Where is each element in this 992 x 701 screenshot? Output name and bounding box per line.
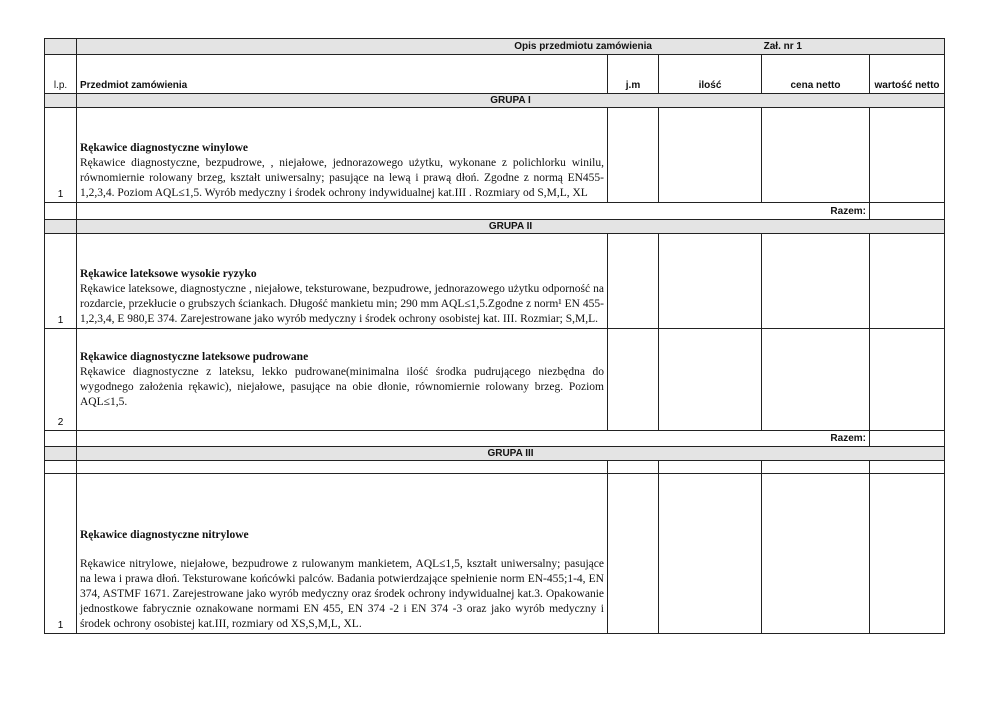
- title-row: [45, 39, 945, 55]
- column-header-row: [45, 55, 945, 94]
- item-title: Rękawice lateksowe wysokie ryzyko: [80, 268, 257, 280]
- net-price-cell[interactable]: [762, 474, 870, 634]
- item-cell: [77, 474, 608, 634]
- title-lp-cell: [45, 39, 77, 55]
- qty-cell[interactable]: [659, 108, 762, 203]
- net-price-cell[interactable]: [762, 329, 870, 431]
- col-header-net-value: wartość netto: [870, 55, 945, 94]
- group-header-row: [45, 94, 945, 108]
- spacer-row: [45, 461, 945, 474]
- unit-cell[interactable]: [608, 474, 659, 634]
- item-title: Rękawice diagnostyczne lateksowe pudrowane: [80, 351, 309, 363]
- title-cell: [77, 39, 945, 55]
- group-label: GRUPA II: [77, 220, 945, 234]
- item-description: Rękawice lateksowe, diagnostyczne , niejałowe, teksturowane, bezpudrowe, jednorazowego użytku odporność na rozdarcie, przekłucie o grubszych ściankach. Długość mankietu min; 290 mm AQL≤1,5.Zgodne z norm¹ EN 455-1,2,3,4, E 980,E 374. Zarejestrowane jako wyrób medyczny i środek ochrony osobistej kat. III. Rozmiar; S,M,L.: [80, 283, 604, 325]
- item-description: Rękawice diagnostyczne, bezpudrowe, , niejałowe, jednorazowego użytku, wykonane z polichlorku winilu, równomiernie rolowany brzeg, kształt uniwersalny; pasujące na lewą i prawą dłoń. Zgodne z normą EN455-1,2,3,4. Poziom AQL≤1,5. Wyrób medyczny i środek ochrony indywidualnej kat.III . Rozmiary od S,M,L, XL: [80, 157, 604, 199]
- row-lp: 2: [45, 329, 77, 431]
- item-cell: [77, 108, 608, 203]
- total-value-cell[interactable]: [870, 431, 945, 447]
- net-price-cell[interactable]: [762, 108, 870, 203]
- attachment-label: Zał. nr 1: [763, 41, 802, 52]
- total-row: [45, 203, 945, 220]
- spreadsheet: [44, 38, 944, 634]
- group-label: GRUPA I: [77, 94, 945, 108]
- net-price-cell[interactable]: [762, 234, 870, 329]
- order-table: [44, 38, 945, 634]
- page-title: Opis przedmiotu zamówienia: [514, 41, 652, 52]
- item-cell: [77, 234, 608, 329]
- total-label: Razem:: [77, 203, 870, 220]
- item-title: Rękawice diagnostyczne nitrylowe: [80, 529, 249, 541]
- item-title: Rękawice diagnostyczne winylowe: [80, 142, 249, 154]
- total-label: Razem:: [77, 431, 870, 447]
- net-value-cell[interactable]: [870, 474, 945, 634]
- net-value-cell[interactable]: [870, 234, 945, 329]
- table-row: [45, 329, 945, 431]
- total-value-cell[interactable]: [870, 203, 945, 220]
- col-header-lp: l.p.: [45, 55, 77, 94]
- col-header-net-price: cena netto: [762, 55, 870, 94]
- table-row: [45, 108, 945, 203]
- unit-cell[interactable]: [608, 234, 659, 329]
- row-lp: 1: [45, 234, 77, 329]
- item-cell: [77, 329, 608, 431]
- group-header-row: [45, 447, 945, 461]
- unit-cell[interactable]: [608, 329, 659, 431]
- total-row: [45, 431, 945, 447]
- item-description: Rękawice diagnostyczne z lateksu, lekko pudrowane(minimalna ilość środka pudrującego niezbędna do wygodnego założenia rękawic), niejałowe, pasujące na obie dłonie, równomiernie rolowany brzeg. Poziom AQL≤1,5.: [80, 366, 604, 408]
- item-description: Rękawice nitrylowe, niejałowe, bezpudrowe z rulowanym mankietem, AQL≤1,5, kształt uniwersalny; pasujące na lewa i prawa dłoń. Teksturowane końcówki palców. Badania potwierdzające spełnienie norm EN-455;1-4, EN 374, ASTMF 1671. Zarejestrowane jako wyrób medyczny oraz środek ochrony indywidualnej kat.3. Opakowanie jednostkowe fabrycznie oznakowane normami EN 455, EN 374 -2 i EN 374 -3 oraz jako wyrób medyczny i środek ochrony osobistej kat.III, rozmiary od XS,S,M,L, XL.: [80, 558, 604, 630]
- row-lp: 1: [45, 474, 77, 634]
- net-value-cell[interactable]: [870, 108, 945, 203]
- qty-cell[interactable]: [659, 474, 762, 634]
- qty-cell[interactable]: [659, 234, 762, 329]
- qty-cell[interactable]: [659, 329, 762, 431]
- unit-cell[interactable]: [608, 108, 659, 203]
- net-value-cell[interactable]: [870, 329, 945, 431]
- col-header-item: Przedmiot zamówienia: [77, 55, 608, 94]
- group-label: GRUPA III: [77, 447, 945, 461]
- col-header-unit: j.m: [608, 55, 659, 94]
- table-row: [45, 234, 945, 329]
- group-header-row: [45, 220, 945, 234]
- col-header-qty: ilość: [659, 55, 762, 94]
- row-lp: 1: [45, 108, 77, 203]
- table-row: [45, 474, 945, 634]
